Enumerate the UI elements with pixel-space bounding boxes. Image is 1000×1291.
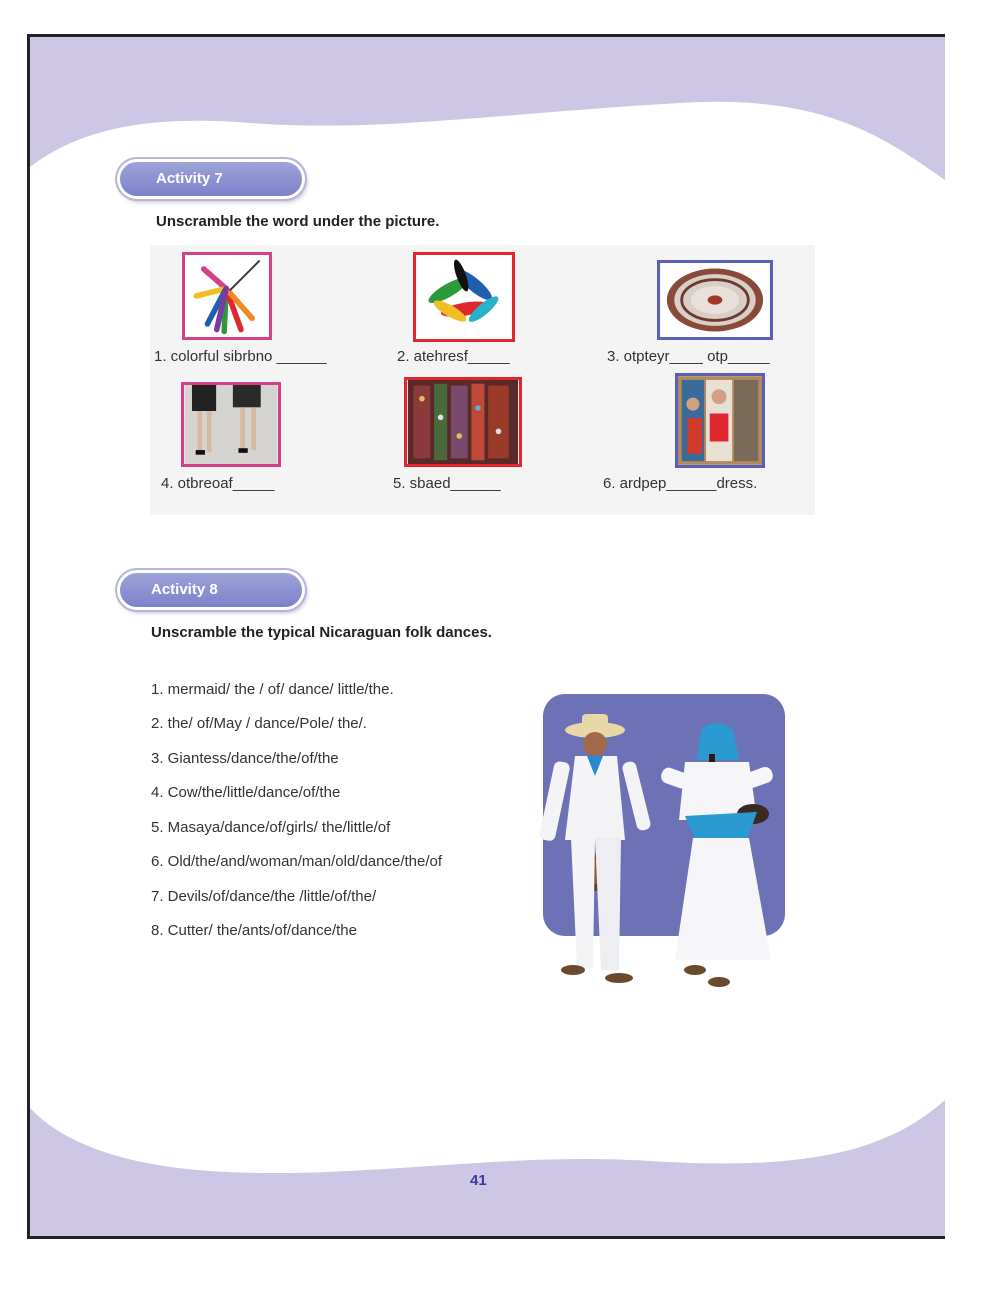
- activity-7-caption-5: 5. sbaed______: [393, 475, 501, 492]
- shoes-image: [181, 382, 281, 467]
- dance-item-4: 4. Cow/the/little/dance/of/the: [151, 784, 341, 801]
- folk-dancers-image: [535, 690, 790, 995]
- activity-7-caption-6: 6. ardpep______dress.: [603, 475, 758, 492]
- beads-image: [404, 377, 522, 467]
- dance-item-1: 1. mermaid/ the / of/ dance/ little/the.: [151, 681, 394, 698]
- activity-7-caption-1: 1. colorful sibrbno ______: [154, 348, 327, 365]
- dress-image: [675, 373, 765, 468]
- dance-item-2: 2. the/ of/May / dance/Pole/ the/.: [151, 715, 367, 732]
- dance-item-3: 3. Giantess/dance/the/of/the: [151, 750, 339, 767]
- dance-item-7: 7. Devils/of/dance/the /little/of/the/: [151, 888, 377, 905]
- activity-7-caption-2: 2. atehresf_____: [397, 348, 510, 365]
- activity-7-caption-3: 3. otpteyr____ otp_____: [607, 348, 770, 365]
- activity-7-instruction: Unscramble the word under the picture.: [156, 213, 440, 230]
- activity-7-label: Activity 7: [120, 162, 302, 196]
- page-number: 41: [470, 1172, 487, 1189]
- dance-item-6: 6. Old/the/and/woman/man/old/dance/the/of: [151, 853, 443, 870]
- activity-8-instruction: Unscramble the typical Nicaraguan folk dances.: [151, 624, 492, 641]
- activity-8-label: Activity 8: [120, 573, 302, 607]
- dance-item-8: 8. Cutter/ the/ants/of/dance/the: [151, 922, 357, 939]
- ribbons-image: [182, 252, 272, 340]
- dance-item-5: 5. Masaya/dance/of/girls/ the/little/of: [151, 819, 391, 836]
- pottery-plate-image: [657, 260, 773, 340]
- activity-7-caption-4: 4. otbreoaf_____: [161, 475, 275, 492]
- feathers-image: [413, 252, 515, 342]
